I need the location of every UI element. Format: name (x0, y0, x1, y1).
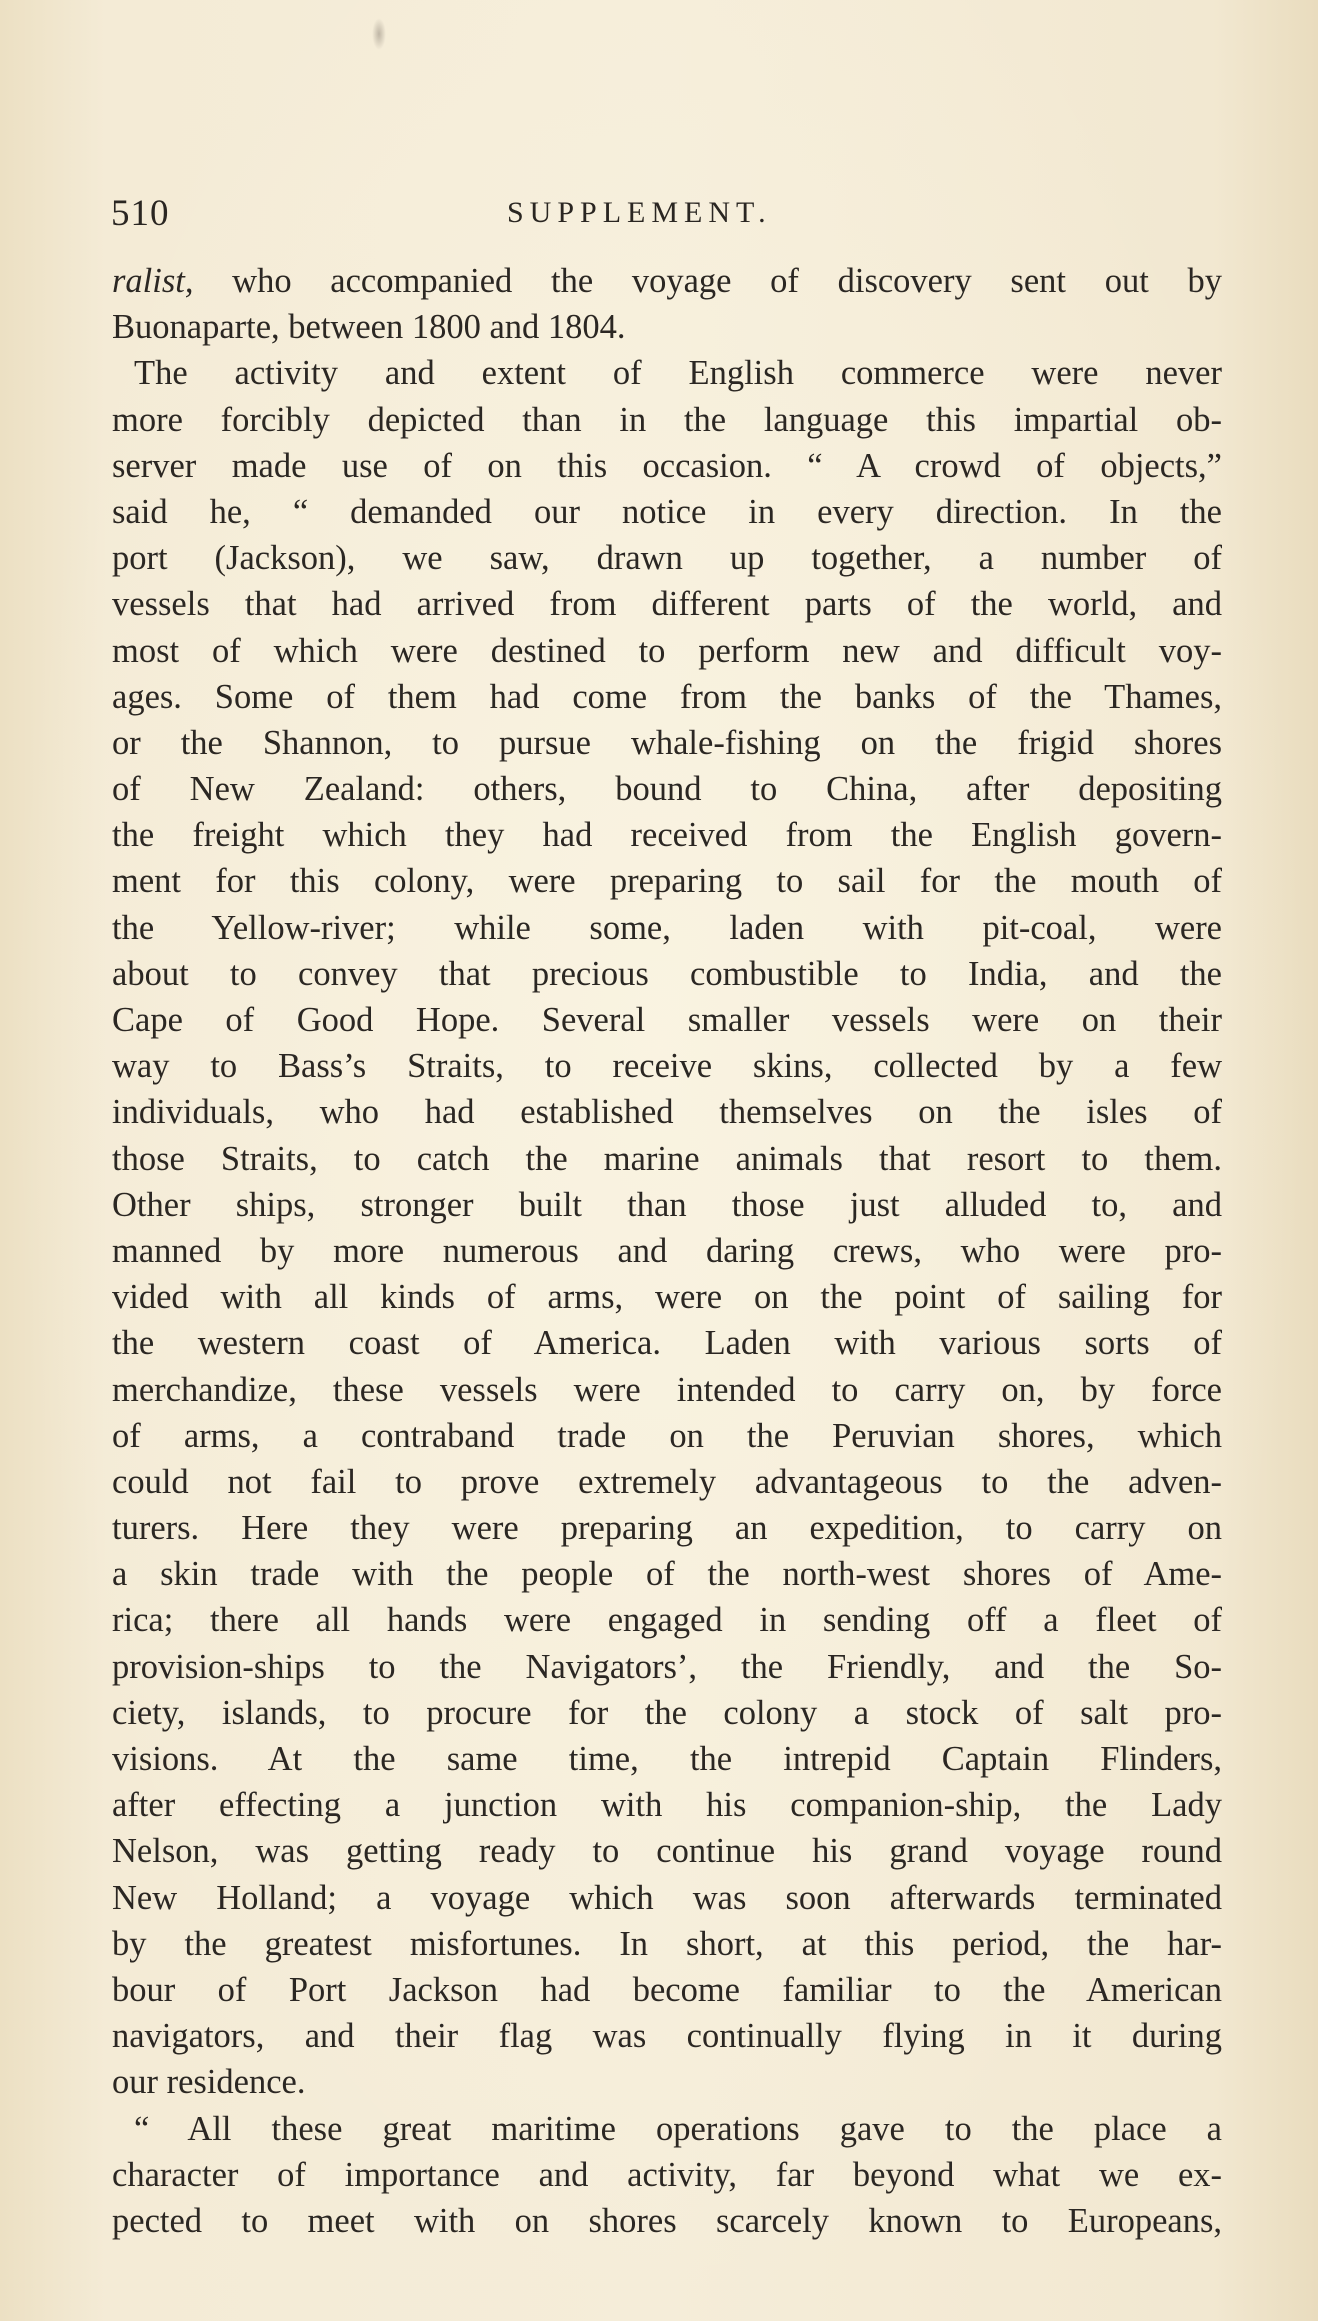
text-line: the Yellow-river; while some, laden with pit-coal, were (112, 908, 1222, 947)
paragraph-start-line: “ All these great maritime operations gave to the place a (134, 2109, 1222, 2148)
text-line: New Holland; a voyage which was soon afterwards terminated (112, 1878, 1222, 1917)
text-line: turers. Here they were preparing an expedition, to carry on (112, 1509, 1222, 1548)
ink-blot (372, 18, 386, 50)
text-line: after effecting a junction with his companion-ship, the Lady (112, 1786, 1222, 1825)
text-line: ciety, islands, to procure for the colony a stock of salt pro- (112, 1693, 1222, 1732)
page-header (111, 192, 1221, 242)
text-line: most of which were destined to perform new and difficult voy- (112, 631, 1222, 670)
text-line: of arms, a contraband trade on the Peruvian shores, which (112, 1416, 1222, 1455)
text-line: those Straits, to catch the marine animals that resort to them. (112, 1139, 1222, 1178)
text-line: about to convey that precious combustible to India, and the (112, 954, 1222, 993)
text-line-rest: who accompanied the voyage of discovery sent out by (193, 262, 1222, 300)
body-text (112, 258, 1222, 2244)
text-line: merchandize, these vessels were intended to carry on, by force (112, 1370, 1222, 1409)
page-number: 510 (111, 193, 170, 234)
text-line: the western coast of America. Laden with various sorts of (112, 1324, 1222, 1363)
text-line: character of importance and activity, far beyond what we ex- (112, 2155, 1222, 2194)
text-line: vessels that had arrived from different parts of the world, and (112, 585, 1222, 624)
text-line: port (Jackson), we saw, drawn up together, a number of (112, 539, 1222, 578)
text-line: provision-ships to the Navigators’, the Friendly, and the So- (112, 1647, 1222, 1686)
text-line: vided with all kinds of arms, were on the point of sailing for (112, 1278, 1222, 1317)
text-line: said he, “ demanded our notice in every direction. In the (112, 492, 1222, 531)
running-head: SUPPLEMENT. (507, 196, 772, 229)
text-line: Other ships, stronger built than those just alluded to, and (112, 1185, 1222, 1224)
text-line: rica; there all hands were engaged in sending off a fleet of (112, 1601, 1222, 1640)
text-line: more forcibly depicted than in the language this impartial ob- (112, 400, 1222, 439)
text-line: way to Bass’s Straits, to receive skins, collected by a few (112, 1047, 1222, 1086)
text-line: individuals, who had established themselves on the isles of (112, 1093, 1222, 1132)
text-line: visions. At the same time, the intrepid Captain Flinders, (112, 1740, 1222, 1778)
text-line: manned by more numerous and daring crews, who were pro- (112, 1231, 1222, 1270)
text-line: Cape of Good Hope. Several smaller vessels were on their (112, 1001, 1222, 1039)
text-line: the freight which they had received from the English govern- (112, 816, 1222, 855)
text-line (112, 258, 1222, 304)
text-line: Nelson, was getting ready to continue his grand voyage round (112, 1832, 1222, 1871)
text-line: or the Shannon, to pursue whale-fishing on the frigid shores (112, 723, 1222, 762)
text-line: ages. Some of them had come from the banks of the Thames, (112, 677, 1222, 716)
italic-word: ralist, (112, 262, 194, 300)
paragraph-start-line: The activity and extent of English commerce were never (134, 354, 1222, 393)
text-line: by the greatest misfortunes. In short, at this period, the har- (112, 1924, 1222, 1963)
text-line: bour of Port Jackson had become familiar to the American (112, 1970, 1222, 2009)
text-line: Buonaparte, between 1800 and 1804. (112, 308, 626, 347)
text-line: a skin trade with the people of the north-west shores of Ame- (112, 1555, 1222, 1594)
text-line: navigators, and their flag was continually flying in it during (112, 2017, 1222, 2056)
text-line: our residence. (112, 2063, 306, 2102)
text-line: could not fail to prove extremely advantageous to the adven- (112, 1462, 1222, 1501)
text-line: server made use of on this occasion. “ A crowd of objects,” (112, 446, 1222, 485)
text-line: pected to meet with on shores scarcely known to Europeans, (112, 2201, 1222, 2240)
text-line: ment for this colony, were preparing to sail for the mouth of (112, 862, 1222, 901)
text-line: of New Zealand: others, bound to China, after depositing (112, 770, 1222, 809)
